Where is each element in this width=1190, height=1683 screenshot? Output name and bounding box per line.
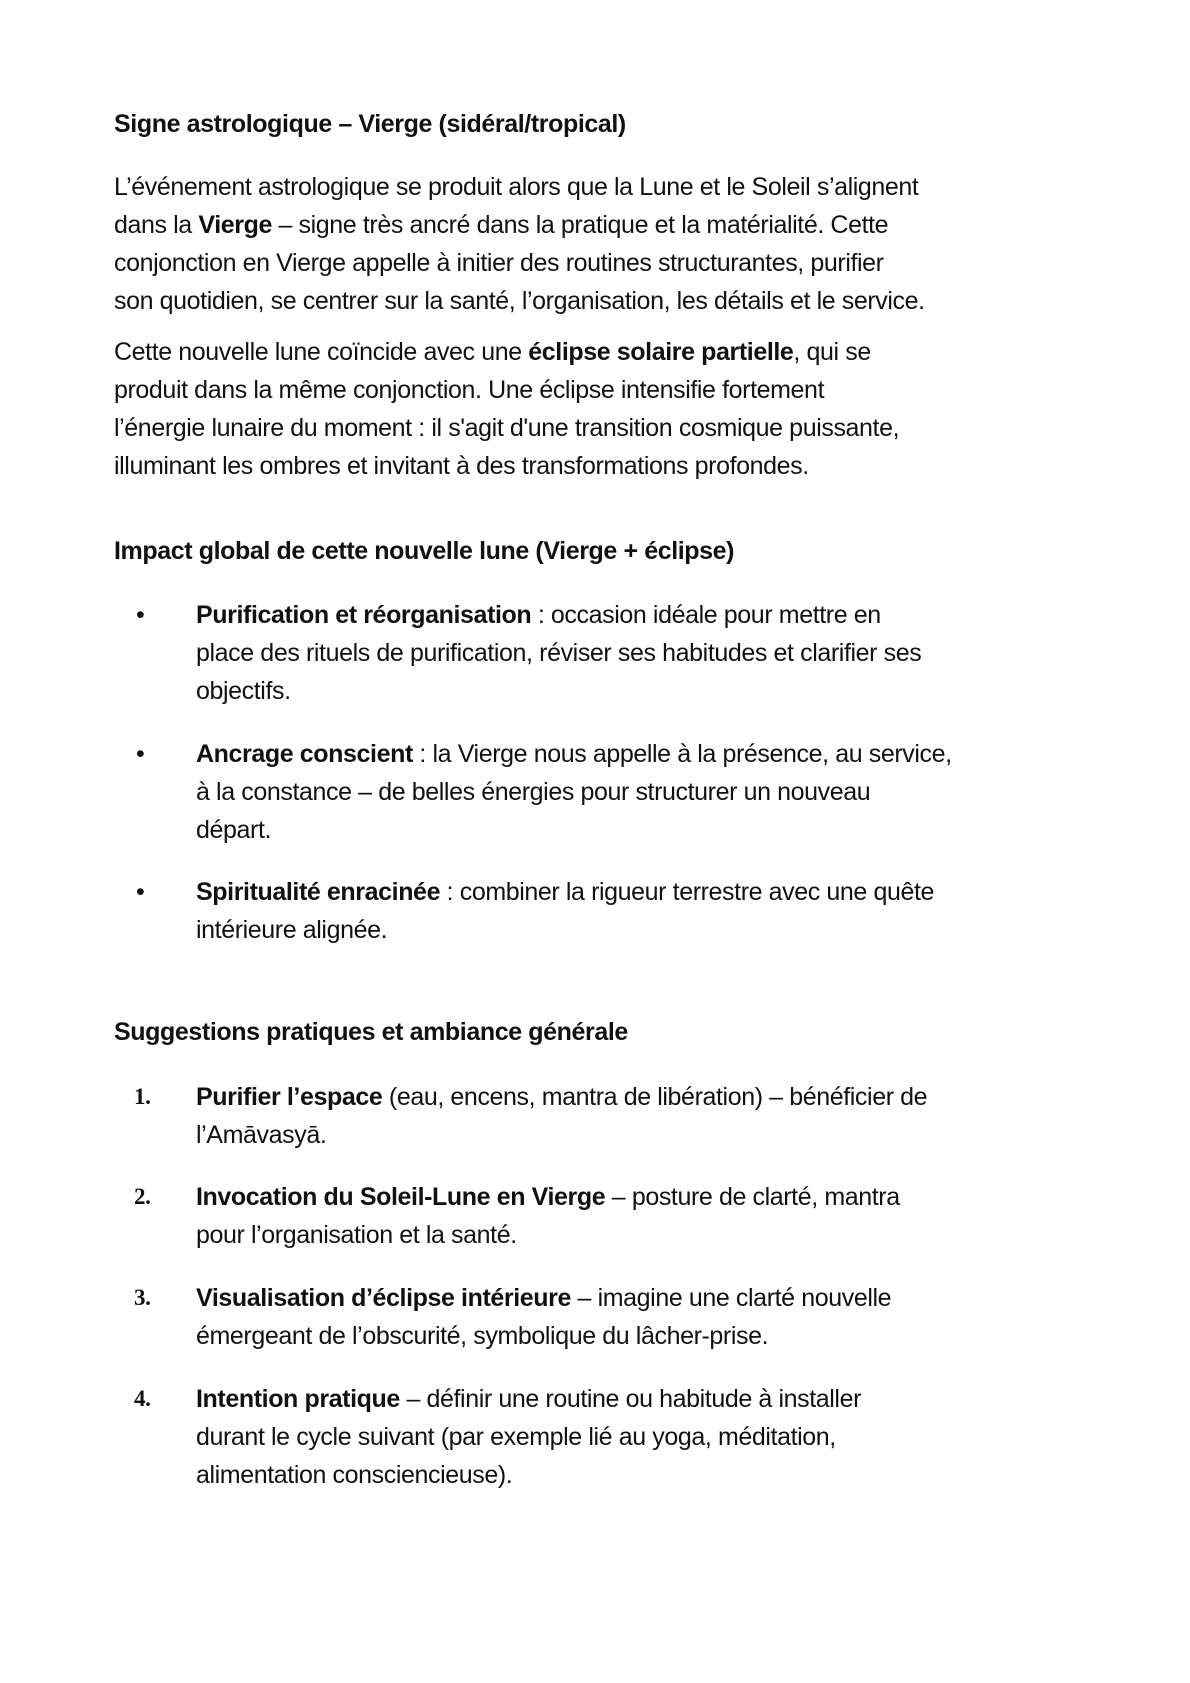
text-line: objectifs.	[196, 677, 291, 705]
heading-suggestions: Suggestions pratiques et ambiance générale	[114, 1018, 628, 1046]
text-line: produit dans la même conjonction. Une éclipse intensifie fortement	[114, 376, 825, 404]
text-line: son quotidien, se centrer sur la santé, l’organisation, les détails et le service.	[114, 287, 925, 315]
text-line: illuminant les ombres et invitant à des transformations profondes.	[114, 452, 809, 480]
text-line: l’Amāvasyā.	[196, 1121, 327, 1149]
text-run: (eau, encens, mantra de libération) – bénéficier de	[382, 1083, 928, 1111]
paragraph-eclipse	[114, 333, 899, 485]
bullet-item-title: Ancrage conscient	[196, 740, 413, 768]
bullet-item-title: Spiritualité enracinée	[196, 878, 441, 906]
text-run: – posture de clarté, mantra	[605, 1183, 900, 1211]
list-number: 4.	[134, 1386, 151, 1411]
text-run: Cette nouvelle lune coïncide avec une	[114, 338, 529, 366]
numbered-item-title: Invocation du Soleil-Lune en Vierge	[196, 1183, 606, 1211]
text-line: pour l’organisation et la santé.	[196, 1221, 517, 1249]
bullet-icon: •	[136, 878, 145, 906]
text-line: durant le cycle suivant (par exemple lié au yoga, méditation,	[196, 1423, 836, 1451]
numbered-item-body	[196, 1178, 900, 1254]
numbered-item-title: Intention pratique	[196, 1385, 400, 1413]
text-line: conjonction en Vierge appelle à initier des routines structurantes, purifier	[114, 249, 884, 277]
bold-vierge: Vierge	[198, 211, 272, 239]
text-line: intérieure alignée.	[196, 916, 388, 944]
list-number: 1.	[134, 1084, 151, 1109]
bullet-icon: •	[136, 740, 145, 768]
text-line	[114, 333, 899, 371]
heading-impact-global: Impact global de cette nouvelle lune (Vierge + éclipse)	[114, 537, 735, 565]
text-line	[196, 1078, 927, 1116]
numbered-item-body	[196, 1078, 927, 1154]
list-number: 3.	[134, 1285, 151, 1310]
bullet-item-body	[196, 735, 952, 849]
bullet-item-body	[196, 596, 921, 710]
numbered-item-title: Purifier l’espace	[196, 1083, 383, 1111]
bullet-item-body	[196, 873, 934, 949]
text-line	[196, 1279, 891, 1317]
text-run: , qui se	[793, 338, 871, 366]
text-line	[196, 1380, 861, 1418]
text-run: – signe très ancré dans la pratique et la matérialité. Cette	[271, 211, 889, 239]
text-run: – imagine une clarté nouvelle	[570, 1284, 892, 1312]
text-line	[196, 873, 934, 911]
text-run: : occasion idéale pour mettre en	[531, 601, 881, 629]
text-line	[196, 596, 921, 634]
text-line: départ.	[196, 816, 272, 844]
bullet-icon: •	[136, 601, 145, 629]
text-run: dans la	[114, 211, 199, 239]
heading-signe-astrologique: Signe astrologique – Vierge (sidéral/tropical)	[114, 110, 626, 138]
bold-eclipse: éclipse solaire partielle	[528, 338, 794, 366]
text-line	[114, 206, 925, 244]
text-run: – définir une routine ou habitude à installer	[399, 1385, 861, 1413]
text-line	[196, 735, 952, 773]
list-number: 2.	[134, 1184, 151, 1209]
text-line: à la constance – de belles énergies pour structurer un nouveau	[196, 778, 871, 806]
paragraph-alignment	[114, 168, 925, 320]
text-run: : combiner la rigueur terrestre avec une quête	[440, 878, 935, 906]
text-line: alimentation consciencieuse).	[196, 1461, 513, 1489]
text-line: l’énergie lunaire du moment : il s'agit d'une transition cosmique puissante,	[114, 414, 900, 442]
bullet-item-title: Purification et réorganisation	[196, 601, 532, 629]
numbered-item-body	[196, 1380, 861, 1494]
text-line: L’événement astrologique se produit alors que la Lune et le Soleil s’alignent	[114, 173, 919, 201]
text-line	[196, 1178, 900, 1216]
text-line: place des rituels de purification, réviser ses habitudes et clarifier ses	[196, 639, 922, 667]
numbered-item-title: Visualisation d’éclipse intérieure	[196, 1284, 571, 1312]
text-run: : la Vierge nous appelle à la présence, au service,	[412, 740, 952, 768]
text-line: émergeant de l’obscurité, symbolique du lâcher-prise.	[196, 1322, 769, 1350]
numbered-item-body	[196, 1279, 891, 1355]
